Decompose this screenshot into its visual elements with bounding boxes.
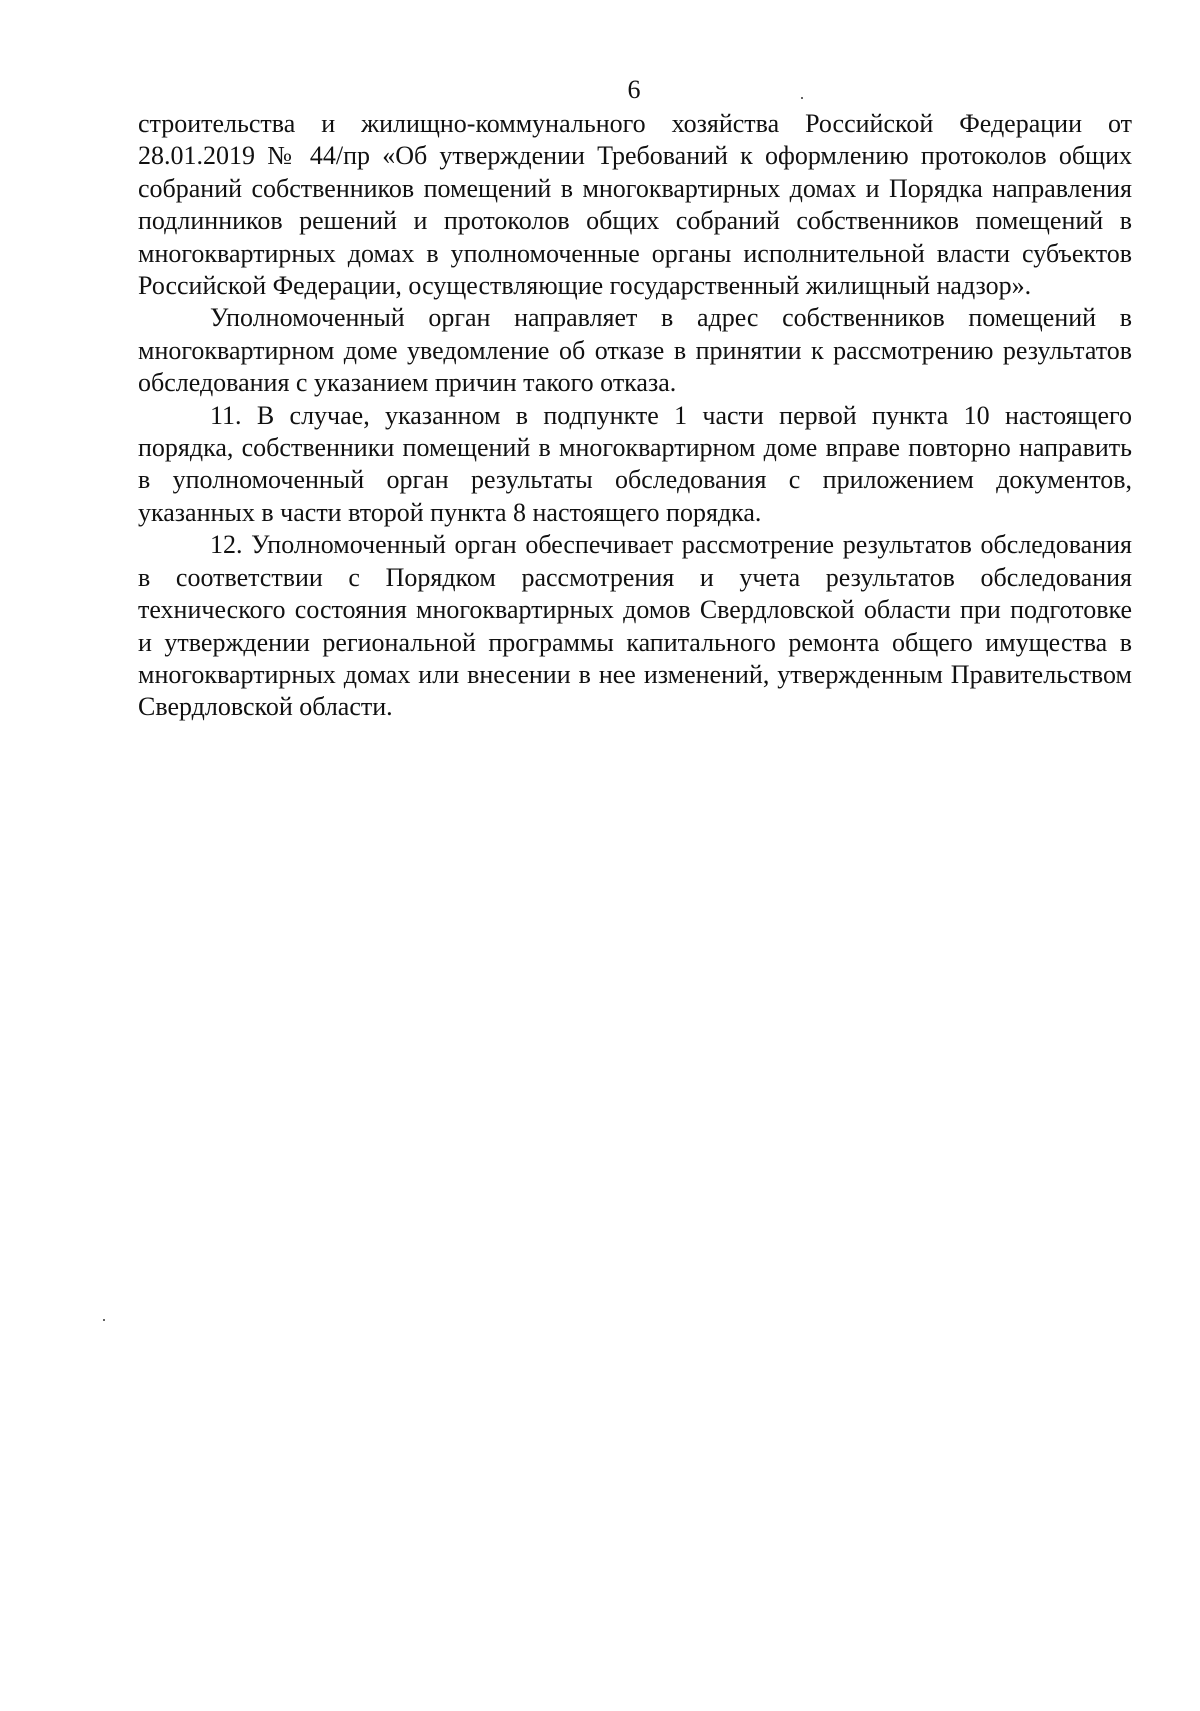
scan-artifact-dot xyxy=(103,1319,105,1321)
paragraph-item-11: 11. В случае, указанном в подпункте 1 части первой пункта 10 настоящего порядка, собственники помещений в многоквартирном доме вправе повторно направить в уполномоченный орган результаты обследования с приложением документов, указанных в части второй пункта 8 настоящего порядка. xyxy=(138,400,1132,527)
paragraph-item-12: 12. Уполномоченный орган обеспечивает рассмотрение результатов обследования в соответствии с Порядком рассмотрения и учета результатов обследования технического состояния многоквартирных домов Свердловской области при подготовке и утверждении региональной программы капитального ремонта общего имущества в многоквартирных домах или внесении в нее изменений, утвержденным Правительством Свердловской области. xyxy=(138,530,1132,722)
document-body xyxy=(138,108,1132,724)
page-number: 6 xyxy=(627,75,641,104)
paragraph-continuation: строительства и жилищно-коммунального хозяйства Российской Федерации от 28.01.2019 № 44/пр «Об утверждении Требований к оформлению протоколов общих собраний собственников помещений в многоквартирных домах и Порядка направления подлинников решений и протоколов общих собраний собственников помещений в многоквартирных домах в уполномоченные органы исполнительной власти субъектов Российской Федерации, осуществляющие государственный жилищный надзор». xyxy=(138,109,1132,301)
scan-artifact-dot xyxy=(801,97,803,99)
paragraph-notification: Уполномоченный орган направляет в адрес собственников помещений в многоквартирном доме уведомление об отказе в принятии к рассмотрению результатов обследования с указанием причин такого отказа. xyxy=(138,303,1132,398)
